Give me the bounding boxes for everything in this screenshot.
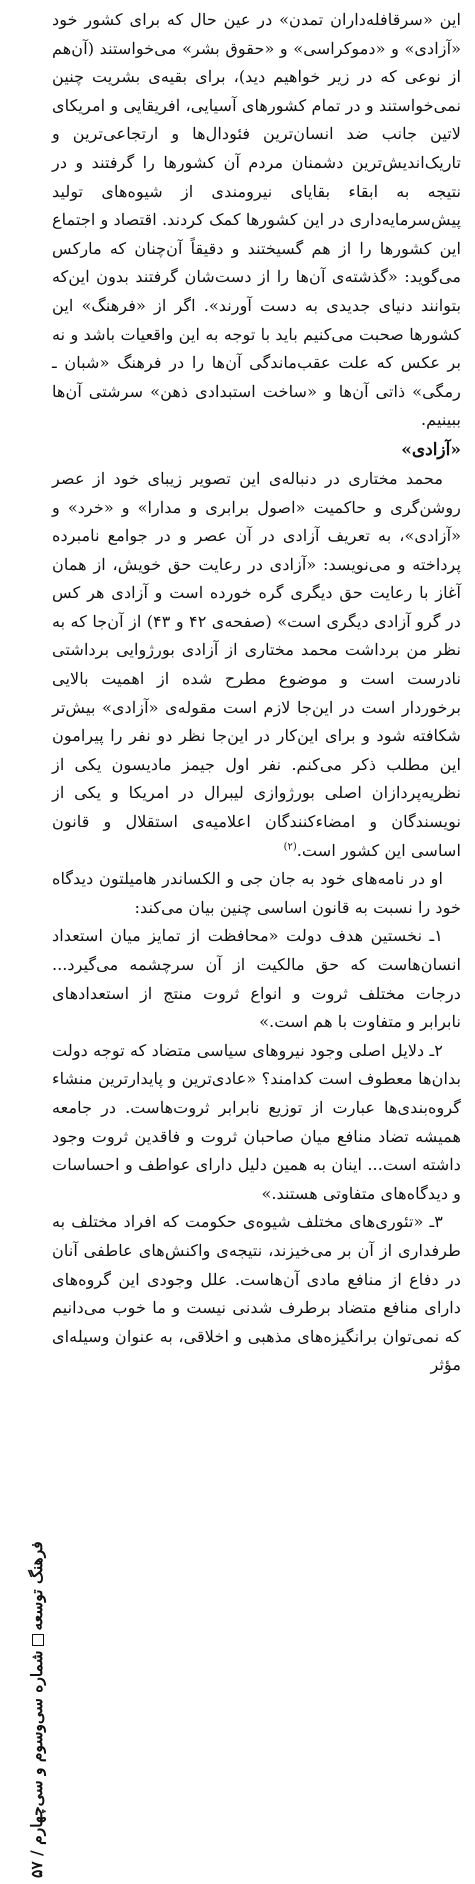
issue-text: شماره سی‌وسوم و سی‌چهارم / (27, 1650, 46, 1856)
quote-item: ۲ـ دلایل اصلی وجود نیروهای سیاسی متضاد که توجه دولت بدان‌ها معطوف است کدامند؟ «عادی‌ترین و پایدارترین منشاء گروه‌بندی‌ها عبارت از توزیع نابرابر ثروت‌هاست. در جامعه همیشه تضاد منافع میان صاحبان ثروت و فاقدین ثروت وجود داشته است... اینان به همین دلیل دارای عواطف و احساسات و دیدگاه‌های متفاوتی هستند.» (52, 1040, 461, 1203)
quote-item: ۱ـ نخستین هدف دولت «محافظت از تمایز میان استعداد انسان‌هاست که حق مالکیت از آن سرچشمه می‌گیرد... درجات مختلف ثروت و انواع ثروت منتج از استعدادهای نابرابر و متفاوت با هم است.» (52, 926, 461, 1032)
journal-name: فرهنگ توسعه (27, 1541, 46, 1631)
footnote-ref: (۲) (283, 841, 297, 853)
running-footer-text (26, 1541, 48, 1878)
section-heading: «آزادی» (401, 439, 461, 460)
intro-paragraph: این «سرقافله‌داران تمدن» در عین حال که برای کشور خود «آزادی» و «دموکراسی» و «حقوق بشر» می‌خواستند (آن‌هم از نوعی که در زیر خواهیم دید)، برای بقیه‌ی بشریت چنین نمی‌خواستند و در تمام کشورهای آسیایی، افریقایی و امریکای لاتین جانب ضد انسان‌ترین فئودال‌ها و ارتجاعی‌ترین و تاریک‌اندیش‌ترین دشمنان مردم آن کشورها را گرفتند و در نتیجه به ابقاء بقایای نیرومندی از شیوه‌های تولید پیش‌سرمایه‌داری در این کشورها کمک کردند. اقتصاد و اجتماع این کشورها را از هم گسیختند و دقیقاً آن‌چنان که مارکس می‌گوید: «گذشته‌ی آن‌ها را از دست‌شان گرفتند بدون این‌که بتوانند دنیای جدیدی به دست آورند». اگر از «فرهنگ» این کشورها صحبت می‌کنیم باید با توجه به این واقعیات باشد و نه بر عکس که علت عقب‌ماندگی آن‌ها را در فرهنگ «شبان ـ رمگی» ذاتی آن‌ها و «ساخت استبدادی ذهن» سرشتی آن‌ها ببینیم. (52, 10, 461, 430)
running-footer (6, 1310, 46, 1878)
body-paragraph: او در نامه‌های خود به جان جی و الکساندر هامیلتون دیدگاه خود را نسبت به قانون اساسی چنین بیان می‌کند: (52, 869, 461, 917)
quote-item: ۳ـ «تئوری‌های مختلف شیوه‌ی حکومت که افراد مختلف به طرفداری از آن بر می‌خیزند، نتیجه‌ی واکنش‌های عاطفی آنان در دفاع از منافع مادی آن‌هاست. علل وجودی این گروه‌های دارای منافع متضاد برطرف شدنی نیست و ما خوب می‌دانیم که نمی‌توان برانگیزه‌های مذهبی و اخلاقی، به عنوان وسیله‌ای مؤثر (52, 1212, 461, 1375)
text-column (52, 6, 461, 1380)
square-box-icon (32, 1635, 44, 1647)
paragraph-text: محمد مختاری در دنباله‌ی این تصویر زیبای خود از عصر روشن‌گری و حاکمیت «اصول برابری و مدارا» و «خرد» و «آزادی»، به تعریف آزادی در آن عصر و در جوامع نامبرده پرداخته و می‌نویسد: «آزادی در رعایت حق خویش، از همان آغاز با رعایت حق دیگری گره خورده است و آزادی هر کس در گرو آزادی دیگری است» (صفحه‌ی ۴۲ و ۴۳) از آن‌جا که به نظر من برداشت محمد مختاری از آزادی بورژوایی برداشتی نادرست است و موضوع مطرح شده از اهمیت بالایی برخوردار است در این‌جا لازم است مقوله‌ی «آزادی» بیش‌تر شکافته شود و برای این‌کار در این‌جا نظر دو نفر را پیرامون این مطلب ذکر می‌کنم. نفر اول جیمز مادیسون یکی از نظریه‌پردازان اصلی بورژوازی لیبرال در امریکا و یکی از نویسندگان و امضاءکنندگان اعلامیه‌ی استقلال و قانون اساسی این کشور است. (52, 468, 462, 860)
body-paragraph (52, 465, 461, 865)
page-number: ۵۷ (27, 1861, 46, 1878)
